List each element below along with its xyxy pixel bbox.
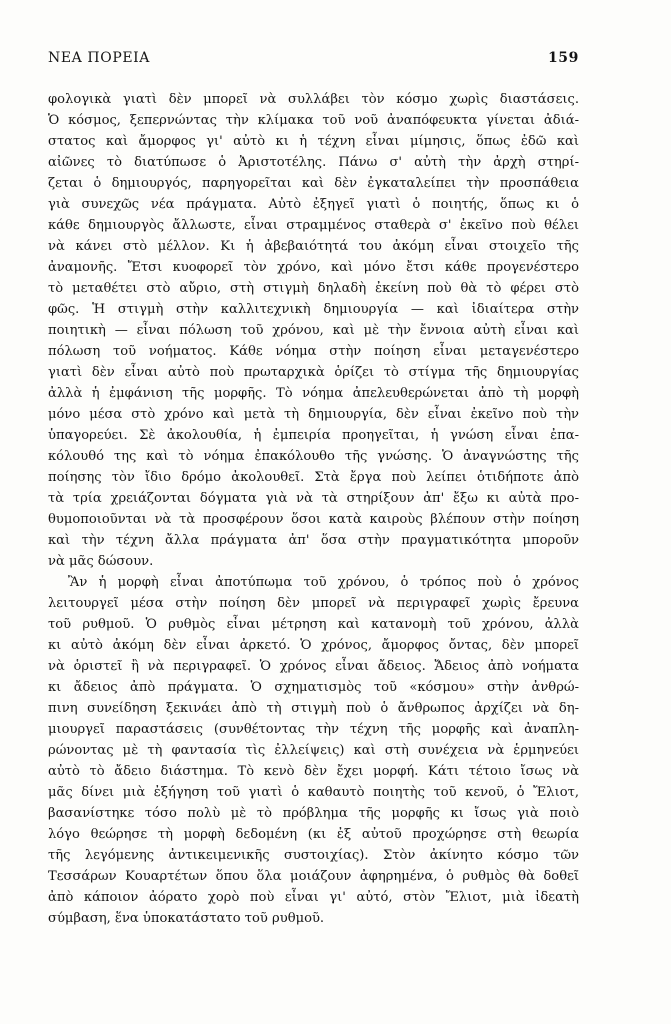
text-line: φολογικὰ γιατὶ δὲν μπορεῖ νὰ συλλάβει τὸν κόσμο χωρὶς διαστάσεις.: [48, 92, 579, 107]
text-line: σύμβαση, ἕνα ὑποκατάστατο τοῦ ρυθμοῦ.: [48, 911, 325, 926]
text-line: γιατὶ δὲν εἶναι αὐτὸ ποὺ πρωταρχικὰ ὁρίζει τὸ στίγμα τῆς δημιουργίας: [48, 365, 579, 380]
text-line: πινη συνείδηση ξεκινάει ἀπὸ τὴ στιγμὴ ποὺ ὁ ἄνθρωπος ἀρχίζει νὰ δη-: [48, 701, 579, 716]
text-line: νὰ κάνει στὸ μέλλον. Κι ἡ ἀβεβαιότητά του ἀκόμη εἶναι στοιχεῖο τῆς: [48, 239, 579, 254]
text-line: μόνο μέσα στὸ χρόνο καὶ μετὰ τὴ δημιουργία, δὲν εἶναι ἐκεῖνο ποὺ τὴν: [48, 407, 579, 422]
text-line: τὸ μεταθέτει στὸ αὔριο, στὴ στιγμὴ δηλαδὴ ἐκείνη ποὺ θὰ τὸ φέρει στὸ: [48, 281, 579, 296]
text-line: τοῦ ρυθμοῦ. Ὁ ρυθμὸς εἶναι μέτρηση καὶ κατανομὴ τοῦ χρόνου, ἀλλὰ: [48, 617, 579, 632]
text-line: ποίησης τὸν ἴδιο δρόμο ἀκολουθεῖ. Στὰ ἔργα ποὺ λείπει ὁτιδήποτε ἀπὸ: [48, 470, 579, 485]
paragraph: [48, 89, 579, 572]
text-line: αἰῶνες τὸ διατύπωσε ὁ Ἀριστοτέλης. Πάνω σ' αὐτὴ τὴν ἀρχὴ στηρί-: [48, 155, 579, 170]
text-line: μᾶς δίνει μιὰ ἐξήγηση τοῦ γιατὶ ὁ καθαυτὸ ποιητὴς τοῦ κενοῦ, ὁ Ἔλιοτ,: [48, 785, 579, 800]
text-line: κι αὐτὸ ἀκόμη δὲν εἶναι ἀρκετό. Ὁ χρόνος, ἄμορφος ὄντας, δὲν μπορεῖ: [48, 638, 579, 653]
text-line: στατος καὶ ἄμορφος γι' αὐτὸ κι ἡ τέχνη εἶναι μίμησις, ὅπως ἐδῶ καὶ: [48, 134, 579, 149]
text-line: βασανίστηκε τόσο πολὺ μὲ τὸ πρόβλημα τῆς μορφῆς κι ἴσως γιὰ ποιὸ: [48, 806, 579, 821]
text-line: κάθε δημιουργὸς ἄλλωστε, εἶναι στραμμένος σταθερὰ σ' ἐκεῖνο ποὺ θέλει: [48, 218, 579, 233]
paragraph: [48, 572, 579, 929]
text-line: τῆς λεγόμενης ἀντικειμενικῆς συστοιχίας). Στὸν ἀκίνητο κόσμο τῶν: [48, 848, 579, 863]
text-line: νὰ μᾶς δώσουν.: [48, 554, 154, 569]
text-line: ὑπαγορεύει. Σὲ ἀκολουθία, ἡ ἐμπειρία προηγεῖται, ἡ γνώση εἶναι ἐπα-: [48, 428, 579, 443]
text-line: ζεται ὁ δημιουργός, παρηγορεῖται καὶ δὲν ἐγκαταλείπει τὴν προσπάθεια: [48, 176, 579, 191]
body-text: [48, 89, 579, 929]
text-line: αὐτὸ τὸ ἄδειο διάστημα. Τὸ κενὸ δὲν ἔχει μορφή. Κάτι τέτοιο ἴσως νὰ: [48, 764, 579, 779]
text-line: φῶς. Ἡ στιγμὴ στὴν καλλιτεχνικὴ δημιουργία — καὶ ἰδιαίτερα στὴν: [48, 302, 579, 317]
text-line: ρώνοντας μὲ τὴ φαντασία τὶς ἐλλείψεις) καὶ στὴ συνέχεια νὰ ἑρμηνεύει: [48, 743, 579, 758]
text-line: Τεσσάρων Κουαρτέτων ὅπου ὅλα μοιάζουν ἀφηρημένα, ὁ ρυθμὸς θὰ δοθεῖ: [48, 869, 579, 884]
text-line: τὰ τρία χρειάζονται δόγματα γιὰ νὰ τὰ στηρίξουν ἀπ' ἔξω κι αὐτὰ προ-: [48, 491, 579, 506]
text-line: ἀλλὰ ἡ ἐμφάνιση τῆς μορφῆς. Τὸ νόημα ἀπελευθερώνεται ἀπὸ τὴ μορφὴ: [48, 386, 579, 401]
page-number: 159: [547, 50, 579, 66]
text-line: καὶ τὴν τέχνη ἄλλα πράγματα ἀπ' ὅσα στὴν πραγματικότητα μποροῦν: [48, 533, 579, 548]
text-line: κόλουθό της καὶ τὸ νόημα ἐπακόλουθο τῆς γνώσης. Ὁ ἀναγνώστης τῆς: [48, 449, 579, 464]
text-line: ἀναμονῆς. Ἔτσι κυοφορεῖ τὸν χρόνο, καὶ μόνο ἔτσι κάθε προγενέστερο: [48, 260, 579, 275]
text-line: Ἂν ἡ μορφὴ εἶναι ἀποτύπωμα τοῦ χρόνου, ὁ τρόπος ποὺ ὁ χρόνος: [68, 575, 579, 590]
text-line: γιὰ συνεχῶς νέα πράγματα. Αὐτὸ ἐξηγεῖ γιατὶ ὁ ποιητής, ὅπως κι ὁ: [48, 197, 579, 212]
text-line: κι ἄδειος ἀπὸ πράγματα. Ὁ σχηματισμὸς τοῦ «κόσμου» στὴν ἀνθρώ-: [48, 680, 579, 695]
text-line: νὰ ὁριστεῖ ἢ νὰ περιγραφεῖ. Ὁ χρόνος εἶναι ἄδειος. Ἄδειος ἀπὸ νοήματα: [48, 659, 579, 674]
text-line: θυμοποιοῦνται νὰ τὰ προσφέρουν ὅσοι κατὰ καιροὺς βλέπουν στὴν ποίηση: [48, 512, 579, 527]
running-title: ΝΕΑ ΠΟΡΕΙΑ: [48, 50, 150, 66]
text-line: λειτουργεῖ μέσα στὴν ποίηση δὲν μπορεῖ νὰ περιγραφεῖ χωρὶς ἔρευνα: [48, 596, 579, 611]
text-line: μιουργεῖ παραστάσεις (συνθέτοντας τὴν τέχνη τῆς μορφῆς καὶ ἀναπλη-: [48, 722, 579, 737]
text-line: ποιητικὴ — εἶναι πόλωση τοῦ χρόνου, καὶ μὲ τὴν ἔννοια αὐτὴ εἶναι καὶ: [48, 323, 579, 338]
text-line: πόλωση τοῦ νοήματος. Κάθε νόημα στὴν ποίηση εἶναι μεταγενέστερο: [48, 344, 579, 359]
text-line: Ὁ κόσμος, ξεπερνώντας τὴν κλίμακα τοῦ νοῦ ἀναπόφευκτα γίνεται ἀδιά-: [48, 113, 579, 128]
text-line: λόγο θεώρησε τὴ μορφὴ δεδομένη (κι ἐξ αὐτοῦ προχώρησε στὴ θεωρία: [48, 827, 579, 842]
running-header: [48, 50, 579, 70]
text-line: ἀπὸ κάποιον ἀόρατο χορὸ ποὺ εἶναι γι' αὐτό, στὸν Ἔλιοτ, μιὰ ἰδεατὴ: [48, 890, 579, 905]
